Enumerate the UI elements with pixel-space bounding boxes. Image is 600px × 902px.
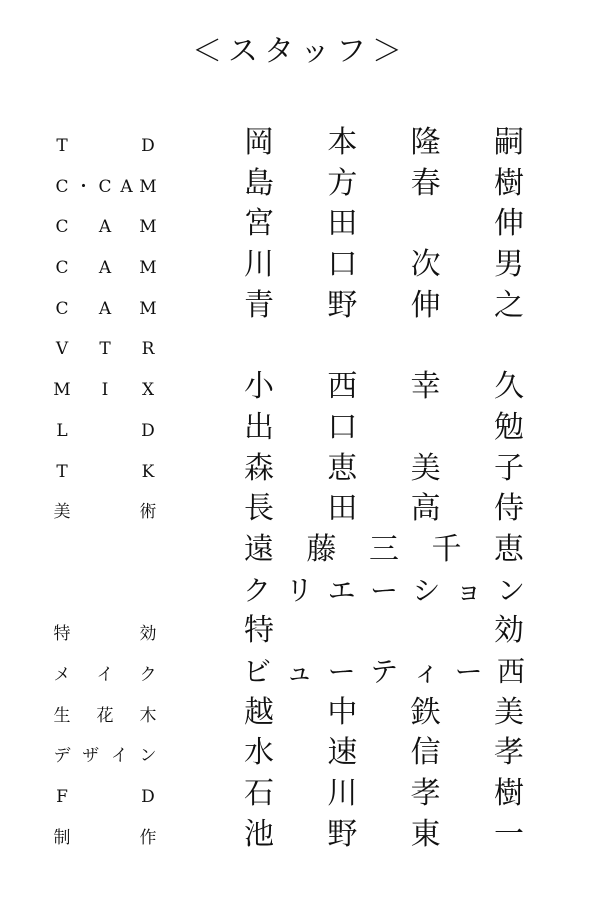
staff-role: F D — [56, 787, 155, 807]
staff-name: 森 恵 美 子 — [244, 450, 524, 486]
staff-row — [0, 327, 600, 368]
staff-role: メ イ ク — [53, 664, 157, 685]
staff-role: L D — [56, 420, 155, 441]
staff-role: C A M — [55, 258, 157, 279]
staff-name: 川 口 次 男 — [244, 247, 524, 283]
staff-name — [242, 327, 526, 367]
staff-row — [0, 572, 600, 613]
staff-role: V T R — [55, 339, 155, 360]
staff-role: T K — [56, 461, 155, 482]
staff-row — [0, 124, 600, 165]
staff-name: 長 田 高 侍 — [244, 491, 524, 527]
staff-name: 出 口 勉 — [244, 409, 524, 445]
staff-name: 遠 藤 三 千 恵 — [244, 531, 524, 567]
staff-name: 石 川 孝 樹 — [244, 776, 524, 811]
staff-list — [0, 124, 600, 856]
staff-role: 美 術 — [53, 502, 157, 523]
staff-row — [0, 816, 600, 857]
staff-name: ク リ エ ー シ ョ ン — [242, 573, 525, 607]
staff-row — [0, 612, 600, 653]
staff-row — [0, 165, 600, 206]
staff-row — [0, 734, 600, 775]
staff-name: 特 効 — [244, 613, 524, 649]
staff-role: 制 作 — [53, 827, 157, 848]
staff-row — [0, 531, 600, 572]
staff-name: 青 野 伸 之 — [244, 287, 524, 323]
staff-name: ビ ュ ー テ ィ ー 西 — [242, 654, 525, 688]
staff-name: 小 西 幸 久 — [244, 369, 524, 405]
staff-role — [52, 584, 158, 604]
staff-row — [0, 409, 600, 450]
staff-name: 越 中 鉄 美 — [244, 694, 524, 730]
staff-row — [0, 694, 600, 735]
staff-role: C A M — [55, 298, 157, 319]
staff-role: 特 効 — [53, 624, 157, 645]
staff-role — [52, 543, 158, 563]
staff-role: C ・ C A M — [55, 176, 157, 197]
staff-row — [0, 490, 600, 531]
page-title: ＜スタッフ＞ — [192, 34, 408, 69]
staff-name: 池 野 東 一 — [244, 816, 524, 852]
staff-row — [0, 775, 600, 816]
staff-row — [0, 653, 600, 694]
staff-role: M I X — [53, 380, 155, 401]
staff-role: T D — [56, 136, 155, 156]
staff-role: デ ザ イ ン — [53, 746, 157, 767]
staff-row — [0, 368, 600, 409]
staff-name: 岡 本 隆 嗣 — [244, 125, 524, 160]
staff-name: 島 方 春 樹 — [244, 165, 524, 201]
staff-name: 宮 田 伸 — [244, 206, 524, 242]
staff-row — [0, 287, 600, 328]
staff-row — [0, 246, 600, 287]
staff-role: C A M — [55, 217, 157, 238]
staff-role: 生 花 木 — [53, 705, 157, 726]
staff-name: 水 速 信 孝 — [244, 735, 524, 771]
staff-row — [0, 205, 600, 246]
staff-row — [0, 450, 600, 491]
